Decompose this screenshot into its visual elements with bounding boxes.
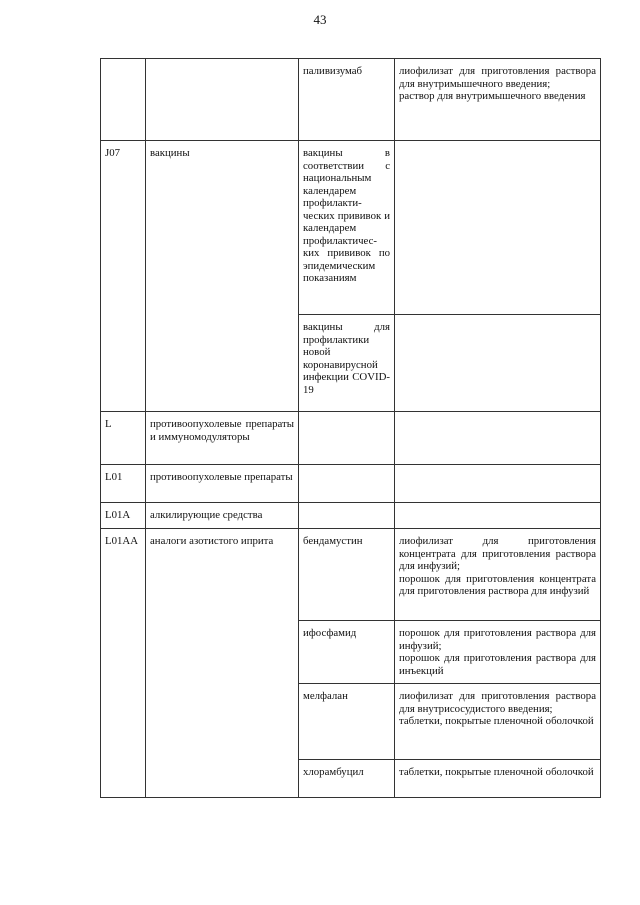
- group-name-cell: алкилирующие средства: [146, 503, 299, 529]
- page-number: 43: [313, 12, 327, 27]
- dosage-form: порошок для приготовления раствора для инъекций: [399, 652, 596, 677]
- atc-code-cell: L01: [101, 465, 146, 503]
- group-name-cell: [146, 59, 299, 141]
- group-name-cell: противоопухолевые препараты и иммуномодуляторы: [146, 412, 299, 465]
- drug-name-cell: хлорамбуцил: [299, 760, 395, 798]
- dosage-form-cell: [395, 529, 601, 621]
- dosage-form: порошок для приготовления концентрата для приготовления раствора для инфузий: [399, 572, 596, 597]
- atc-code-cell: L01A: [101, 503, 146, 529]
- group-name-cell: аналоги азотистого иприта: [146, 529, 299, 798]
- group-name-cell: противоопухолевые препараты: [146, 465, 299, 503]
- dosage-form: порошок для приготовления раствора для инфузий;: [399, 627, 596, 652]
- drug-name-cell: [299, 412, 395, 465]
- dosage-form-cell: [395, 412, 601, 465]
- dosage-form: раствор для внутримышечного введения: [399, 90, 586, 102]
- group-name-cell: вакцины: [146, 141, 299, 412]
- table-row-l01aa: [101, 529, 601, 621]
- dosage-form-cell: [395, 621, 601, 684]
- atc-code-cell: L01AA: [101, 529, 146, 798]
- drug-name-cell: ифосфамид: [299, 621, 395, 684]
- table-row-palivizumab: [101, 59, 601, 141]
- atc-code-cell: [101, 59, 146, 141]
- atc-code-cell: J07: [101, 141, 146, 412]
- dosage-form-cell: [395, 684, 601, 760]
- atc-code-cell: L: [101, 412, 146, 465]
- drug-name-cell: паливизумаб: [299, 59, 395, 141]
- dosage-form: лиофилизат для приготовления концентрата для приготовления раствора для инфузий;: [399, 535, 596, 572]
- drug-name-cell: мелфалан: [299, 684, 395, 760]
- drug-name-cell: вакцины для профилактики новой коронавирусной инфекции COVID-19: [299, 315, 395, 412]
- dosage-form: лиофилизат для приготовления раствора для внутрисосудистого введения;: [399, 690, 596, 715]
- drug-name-cell: [299, 465, 395, 503]
- table-row-j07: [101, 141, 601, 315]
- drug-name-cell: вакцины в соответствии с национальным календарем профилакти-ческих прививок и календарем профилактичес-ких прививок по эпидемическим показаниям: [299, 141, 395, 315]
- dosage-form: таблетки, покрытые пленочной оболочкой: [399, 766, 594, 778]
- drug-name-cell: бендамустин: [299, 529, 395, 621]
- table-row-l01: [101, 465, 601, 503]
- drug-name-cell: [299, 503, 395, 529]
- table-row-l: [101, 412, 601, 465]
- dosage-form-cell: [395, 141, 601, 315]
- table-row-l01a: [101, 503, 601, 529]
- dosage-form-cell: [395, 315, 601, 412]
- drug-table: [100, 58, 601, 798]
- dosage-form-cell: [395, 465, 601, 503]
- dosage-form-cell: [395, 59, 601, 141]
- dosage-form: таблетки, покрытые пленочной оболочкой: [399, 715, 594, 727]
- dosage-form-cell: [395, 760, 601, 798]
- dosage-form-cell: [395, 503, 601, 529]
- dosage-form: лиофилизат для приготовления раствора для внутримышечного введения;: [399, 65, 596, 90]
